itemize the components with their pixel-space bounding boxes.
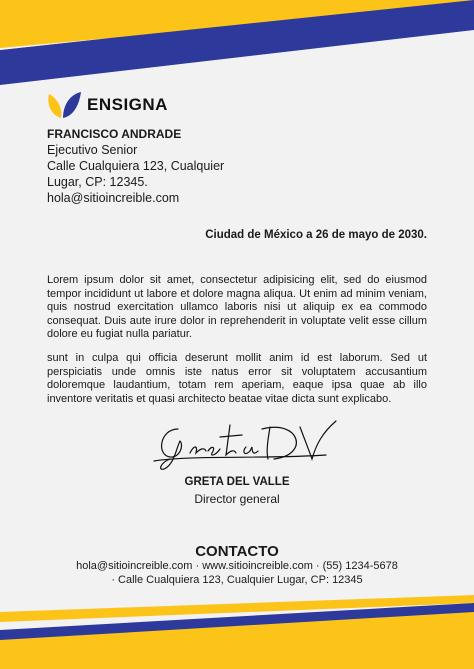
sender-address-line1: Calle Cualquiera 123, Cualquier: [47, 159, 225, 173]
contact-line-2: · Calle Cualquiera 123, Cualquier Lugar, CP: 12345: [111, 574, 363, 586]
brand-logo: [47, 90, 168, 120]
body-paragraph-1: Lorem ipsum dolor sit amet, consectetur adipisicing elit, sed do eiusmod tempor incididunt ut labore et dolore magna aliqua. Ut enim ad minim veniam, quis nostrud exercitation ullamco laboris nisi ut aliquip ex ea commodo consequat. Duis aute irure dolor in reprehenderit in voluptate velit esse cillum dolore eu fugiat nulla pariatur.: [47, 274, 427, 340]
twin-leaf-icon: [47, 90, 81, 120]
contact-line-1: hola@sitioincreible.com · www.sitioincreible.com · (55) 1234-5678: [76, 560, 398, 572]
sender-title: Ejecutivo Senior: [47, 143, 138, 157]
sender-email: hola@sitioincreible.com: [47, 191, 180, 205]
body-paragraph-2: sunt in culpa qui officia deserunt mollit anim id est laborum. Sed ut perspiciatis unde omnis iste natus error sit voluptatem accusantium doloremque laudantium, totam rem aperiam, eaque ipsa quae ab illo inventore veritatis et quasi architecto beatae vitae dicta sunt explicabo.: [47, 352, 427, 405]
handwritten-signature: [150, 415, 340, 475]
brand-name: ENSIGNA: [87, 95, 168, 114]
signer-role: Director general: [194, 492, 280, 506]
sender-address-line2: Lugar, CP: 12345.: [47, 175, 148, 189]
sender-block: [47, 126, 224, 206]
contact-title: CONTACTO: [195, 543, 279, 560]
sender-name: FRANCISCO ANDRADE: [47, 127, 182, 141]
letter-date: Ciudad de México a 26 de mayo de 2030.: [205, 229, 427, 241]
signer-name: GRETA DEL VALLE: [184, 476, 290, 488]
